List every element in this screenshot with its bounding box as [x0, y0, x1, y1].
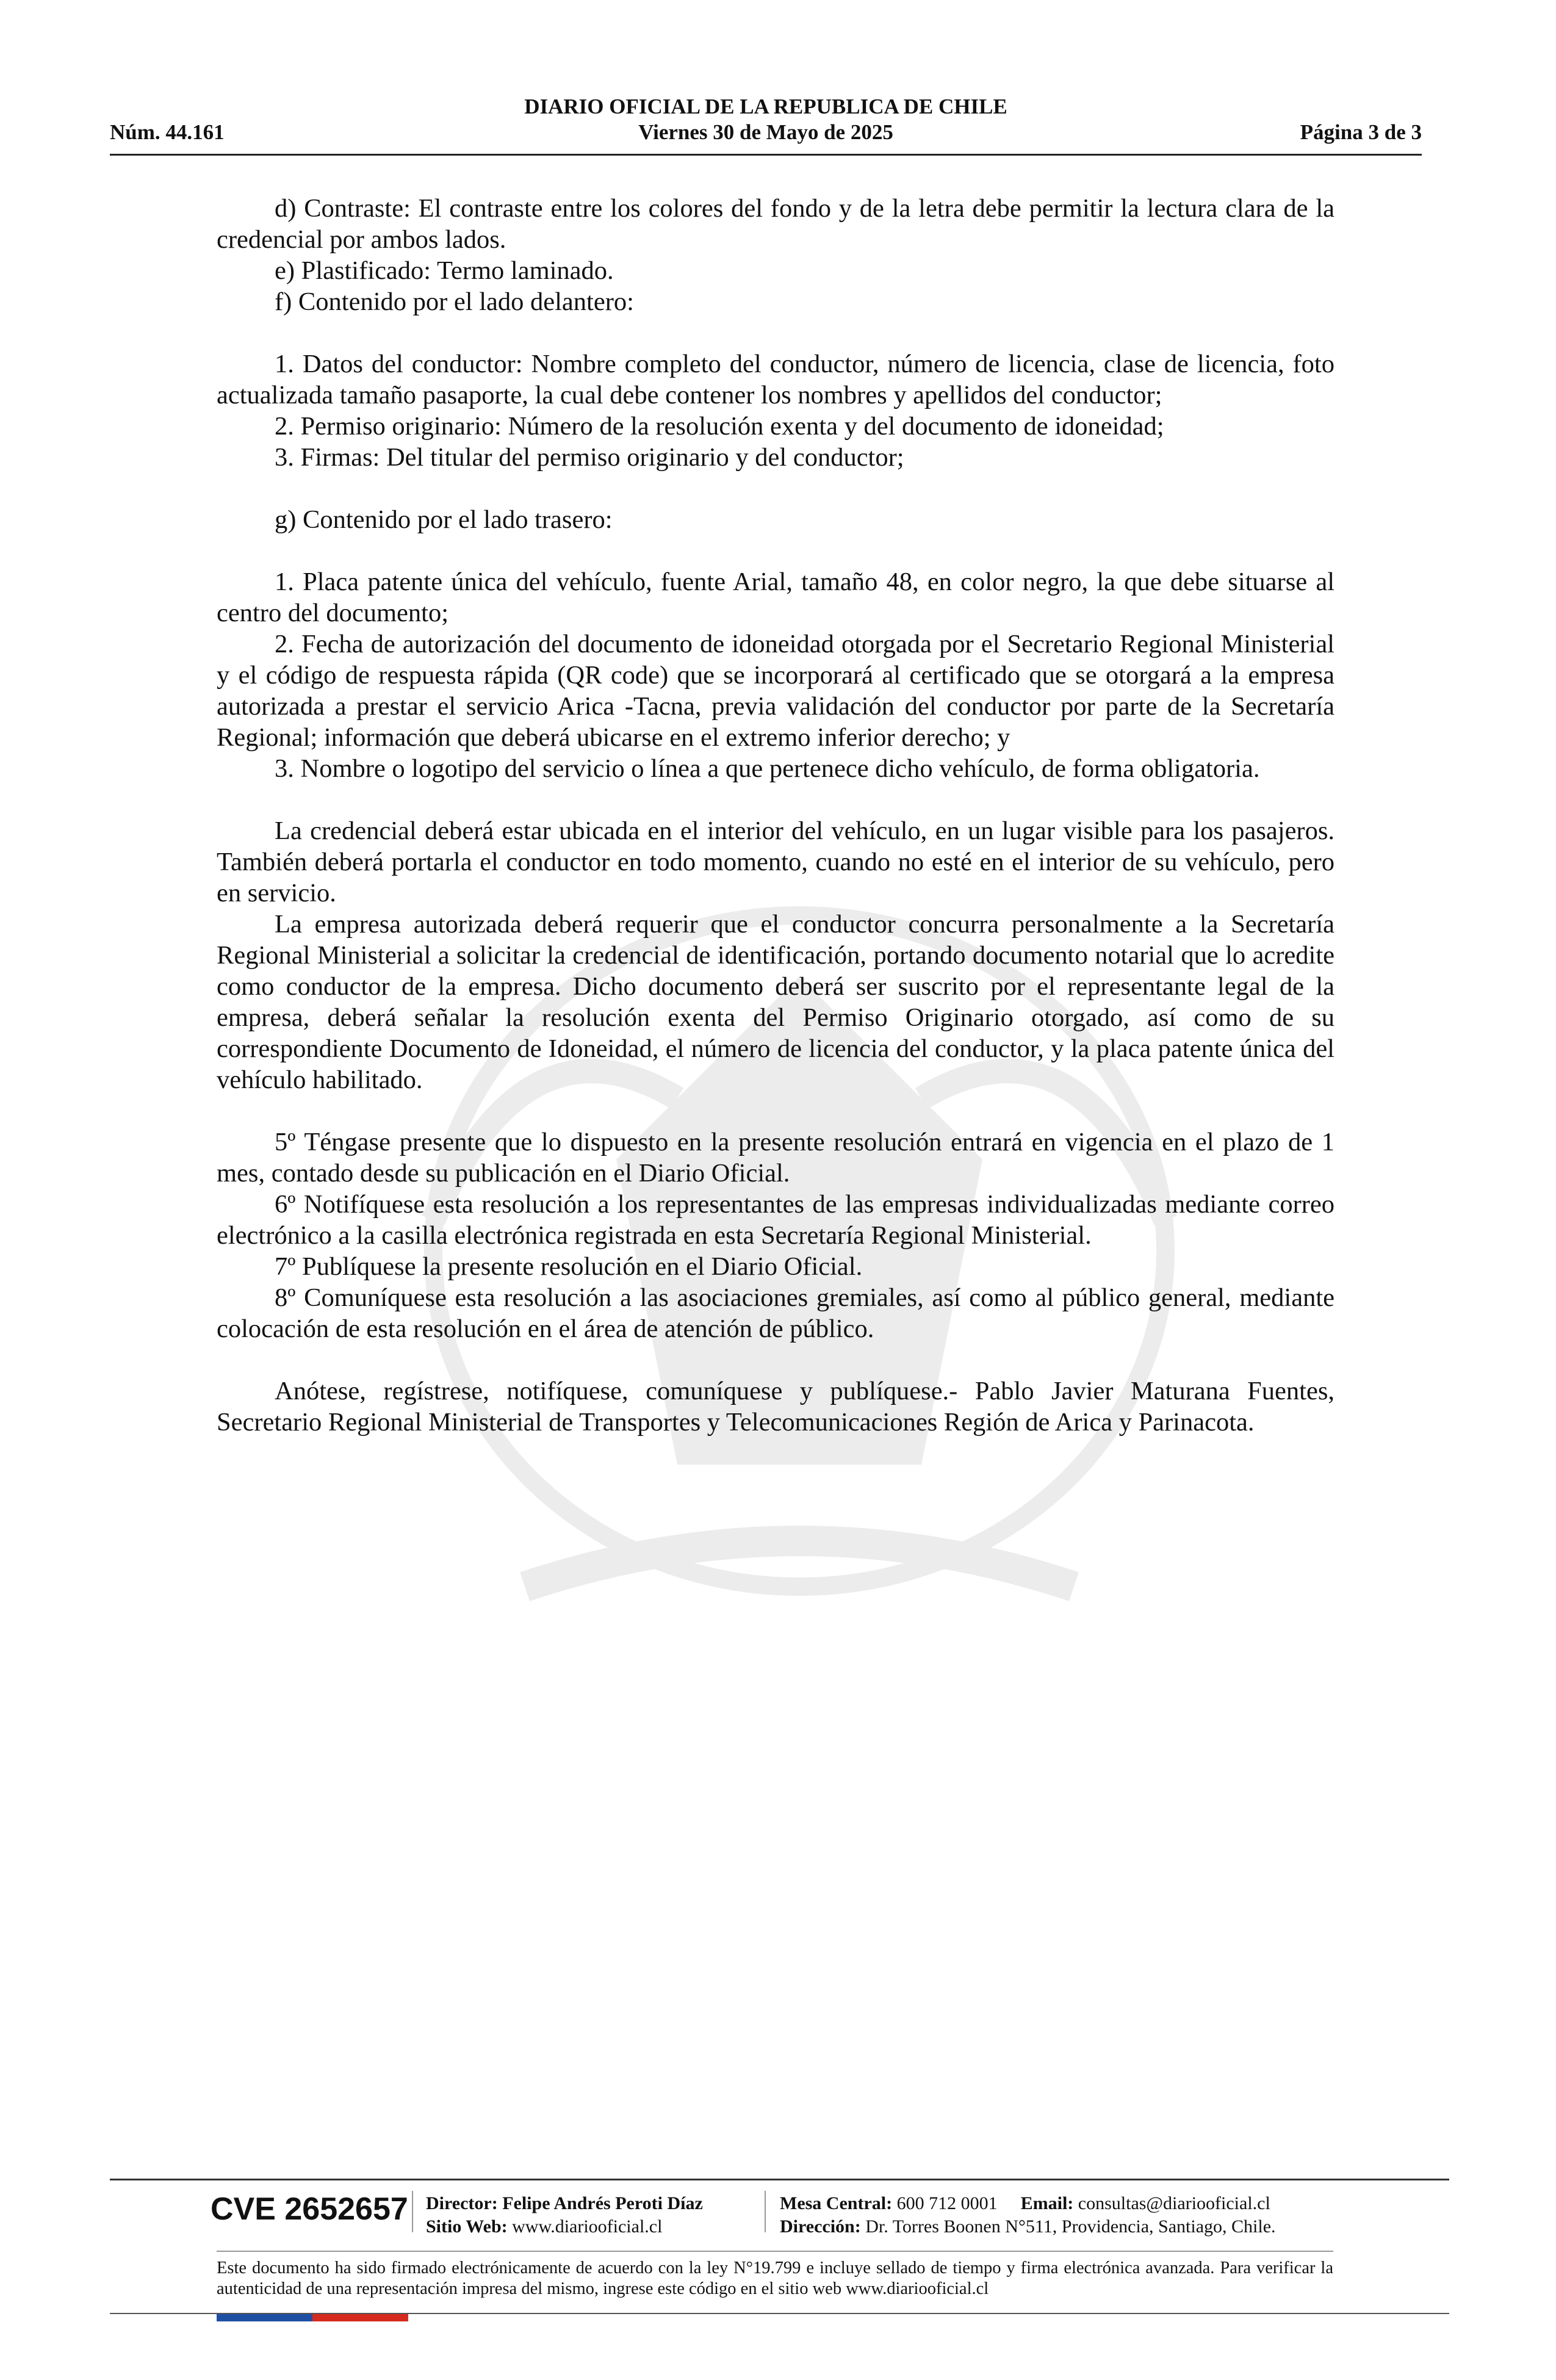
footer-contact-block: [780, 2192, 1276, 2238]
paragraph-plastificado: e) Plastificado: Termo laminado.: [275, 256, 614, 285]
cve-code: CVE 2652657: [211, 2191, 408, 2227]
paragraph-permiso-originario: 2. Permiso originario: Número de la resolución exenta y del documento de idoneidad;: [275, 412, 1164, 441]
paragraph-firma-cierre: Anótese, regístrese, notifíquese, comuníquese y publíquese.- Pablo Javier Maturana Fuentes, Secretario Regional Ministerial de Transportes y Telecomunicaciones Región de Arica y Parinacota.: [217, 1377, 1334, 1437]
page-header: [110, 95, 1422, 156]
director-label: Director:: [426, 2193, 498, 2213]
email-link[interactable]: consultas@diariooficial.cl: [1078, 2193, 1270, 2213]
paragraph-ubicacion-credencial: La credencial deberá estar ubicada en el interior del vehículo, en un lugar visible para los pasajeros. También deberá portarla el conductor en todo momento, cuando no esté en el interior de su vehículo, pero en servicio.: [217, 817, 1334, 907]
paragraph-datos-conductor: 1. Datos del conductor: Nombre completo del conductor, número de licencia, clase de licencia, foto actualizada tamaño pasaporte, la cual debe contener los nombres y apellidos del conductor;: [217, 350, 1334, 409]
footer-middle-divider: [217, 2251, 1333, 2252]
paragraph-vigencia: 5º Téngase presente que lo dispuesto en la presente resolución entrará en vigencia en el plazo de 1 mes, contado desde su publicación en el Diario Oficial.: [217, 1128, 1334, 1188]
website-link[interactable]: www.diariooficial.cl: [512, 2216, 663, 2237]
page-number: Página 3 de 3: [1300, 120, 1422, 144]
email-label: Email:: [1020, 2193, 1074, 2213]
paragraph-contenido-delantero: f) Contenido por el lado delantero:: [275, 287, 634, 316]
issue-number: Núm. 44.161: [110, 120, 225, 144]
paragraph-publicacion: 7º Publíquese la presente resolución en el Diario Oficial.: [275, 1252, 863, 1281]
paragraph-fecha-autorizacion: 2. Fecha de autorización del documento de idoneidad otorgada por el Secretario Regional Ministerial y el código de respuesta rápida (QR code) que se incorporará al certificado que se otorgará a la empresa autorizada a prestar el servicio Arica -Tacna, previa validación del conductor por parte de la Secretaría Regional; información que deberá ubicarse en el extremo inferior derecho; y: [217, 630, 1334, 752]
website-label: Sitio Web:: [426, 2216, 508, 2237]
mesa-central-phone: 600 712 0001: [896, 2193, 998, 2213]
electronic-signature-note: Este documento ha sido firmado electrónicamente de acuerdo con la ley N°19.799 e incluye sellado de tiempo y firma electrónica avanzada. Para verificar la autenticidad de una representación impresa del mismo, ingrese este código en el sitio web www.diariooficial.cl: [217, 2259, 1333, 2298]
mesa-central-label: Mesa Central:: [780, 2193, 893, 2213]
footer-director-block: [426, 2192, 703, 2238]
address-value: Dr. Torres Boonen N°511, Providencia, Santiago, Chile.: [865, 2216, 1276, 2237]
paragraph-empresa-autorizada: La empresa autorizada deberá requerir que el conductor concurra personalmente a la Secretaría Regional Ministerial a solicitar la credencial de identificación, portando documento notarial que lo acredite como conductor de la empresa. Dicho documento deberá ser suscrito por el representante legal de la empresa, deberá señalar la resolución exenta del Permiso Originario otorgado, así como de su correspondiente Documento de Idoneidad, el número de licencia del conductor, y la placa patente única del vehículo habilitado.: [217, 910, 1334, 1094]
newspaper-title: DIARIO OFICIAL DE LA REPUBLICA DE CHILE: [524, 95, 1007, 118]
paragraph-contenido-trasero: g) Contenido por el lado trasero:: [275, 505, 613, 534]
flag-blue-segment: [217, 2314, 312, 2321]
issue-date: Viernes 30 de Mayo de 2025: [638, 120, 893, 144]
address-label: Dirección:: [780, 2216, 861, 2237]
footer-separator: [412, 2191, 413, 2232]
chile-flag-stripe-icon: [217, 2314, 409, 2321]
header-divider: [110, 154, 1422, 156]
director-name: Felipe Andrés Peroti Díaz: [502, 2193, 703, 2213]
footer-separator: [765, 2191, 766, 2232]
paragraph-comunicacion: 8º Comuníquese esta resolución a las asociaciones gremiales, así como al público general, mediante colocación de esta resolución en el área de atención de público.: [217, 1283, 1334, 1343]
page-footer: [110, 2179, 1449, 2331]
footer-top-divider: [110, 2179, 1449, 2180]
paragraph-placa-patente: 1. Placa patente única del vehículo, fuente Arial, tamaño 48, en color negro, la que debe situarse al centro del documento;: [217, 568, 1334, 627]
paragraph-contraste: d) Contraste: El contraste entre los colores del fondo y de la letra debe permitir la lectura clara de la credencial por ambos lados.: [217, 194, 1334, 254]
paragraph-notificacion: 6º Notifíquese esta resolución a los representantes de las empresas individualizadas mediante correo electrónico a la casilla electrónica registrada en esta Secretaría Regional Ministerial.: [217, 1190, 1334, 1250]
document-body: [217, 193, 1334, 1438]
paragraph-nombre-logotipo: 3. Nombre o logotipo del servicio o línea a que pertenece dicho vehículo, de forma obligatoria.: [275, 754, 1260, 783]
paragraph-firmas: 3. Firmas: Del titular del permiso originario y del conductor;: [275, 443, 904, 472]
flag-red-segment: [312, 2314, 408, 2321]
